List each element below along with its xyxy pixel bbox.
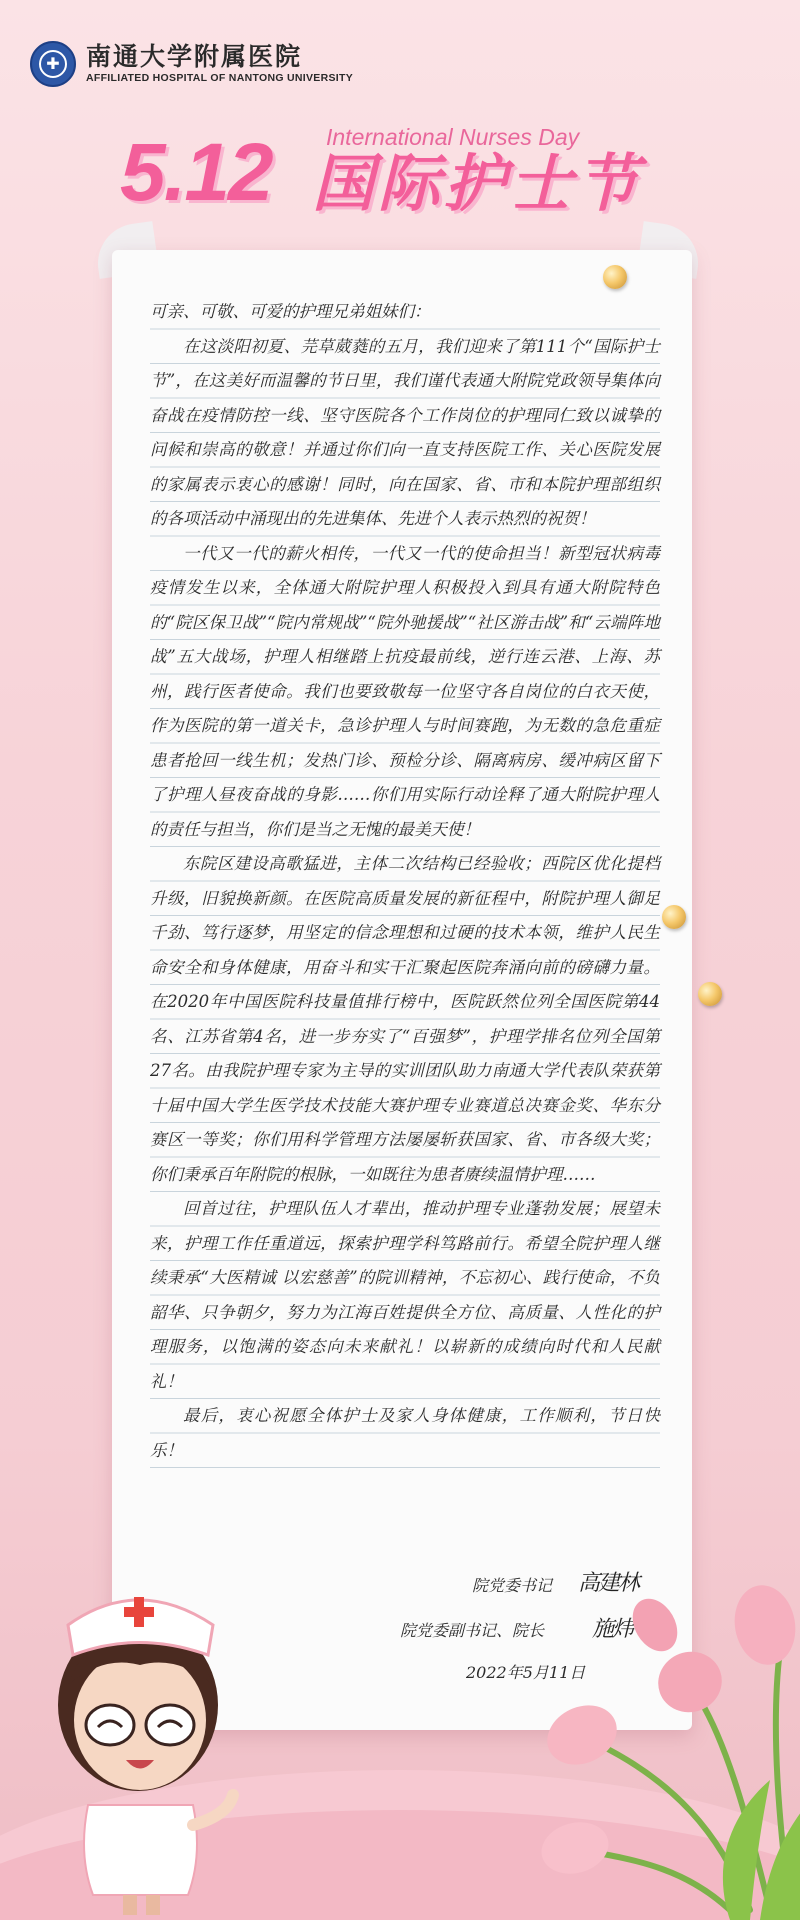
hospital-name-cn: 南通大学附属医院 <box>86 42 303 71</box>
title-date: 5.12 <box>120 127 272 218</box>
deputy-signature: 施炜 <box>592 1617 633 1642</box>
hospital-name-en: AFFILIATED HOSPITAL OF NANTONG UNIVERSITY <box>86 72 354 84</box>
secretary-title: 院党委书记 <box>472 1576 553 1595</box>
pushpin-icon <box>662 905 686 929</box>
letter-paragraph: 回首过往，护理队伍人才辈出，推动护理专业蓬勃发展；展望未来，护理工作任重道远，探索护理学科笃路前行。希望全院护理人继续秉承“大医精诚 以宏慈善”的院训精神，不忘初心、践行使命，不负韶华、只争朝夕，努力为江海百姓提供全方位、高质量、人性化的护理服务，以饱满的姿态向未来献礼！以崭新的成绩向时代和人民献礼！ <box>150 1199 660 1391</box>
hospital-header <box>30 38 353 90</box>
letter-paragraph: 一代又一代的薪火相传，一代又一代的使命担当！新型冠状病毒疫情发生以来，全体通大附院护理人积极投入到具有通大附院特色的“院区保卫战”“院内常规战”“院外驰援战”“社区游击战”和“云端阵地战”五大战场，护理人相继踏上抗疫最前线，逆行连云港、上海、苏州，践行医者使命。我们也要致敬每一位坚守各自岗位的白衣天使，作为医院的第一道关卡，急诊护理人与时间赛跑，为无数的急危重症患者抢回一线生机；发热门诊、预检分诊、隔离病房、缓冲病区留下了护理人昼夜奋战的身影……你们用实际行动诠释了通大附院护理人的责任与担当，你们是当之无愧的最美天使！ <box>150 543 660 839</box>
letter-paragraph: 东院区建设高歌猛进，主体二次结构已经验收；西院区优化提档升级，旧貌换新颜。在医院高质量发展的新征程中，附院护理人御足千劲、笃行逐梦，用坚定的信念理想和过硬的技术本领，维护人民生命安全和身体健康，用奋斗和实干汇聚起医院奔涌向前的磅礴力量。在2020年中国医院科技量值排行榜中，医院跃然位列全国医院第44名、江苏省第4名，进一步夯实了“百强梦”，护理学排名位列全国第27名。由我院护理专家为主导的实训团队助力南通大学代表队荣获第十届中国大学生医学技术技能大赛护理专业赛道总决赛金奖、华东分赛区一等奖；你们用科学管理方法屡屡斩获国家、省、市各级大奖；你们秉承百年附院的根脉，一如既往为患者赓续温情护理…… <box>150 854 660 1184</box>
pushpin-icon <box>698 982 722 1006</box>
deputy-title: 院党委副书记、院长 <box>400 1621 545 1640</box>
pushpin-icon <box>603 265 627 289</box>
title-english: International Nurses Day <box>326 124 580 150</box>
letter-greeting: 可亲、可敬、可爱的护理兄弟姐妹们： <box>150 302 431 321</box>
letter-paragraph: 最后，衷心祝愿全体护士及家人身体健康，工作顺利，节日快乐！ <box>150 1406 660 1460</box>
letter-date: 2022年5月11日 <box>466 1663 586 1682</box>
letter-paragraph: 在这淡阳初夏、芫草葳蕤的五月，我们迎来了第111个“国际护士节”，在这美好而温馨的节日里，我们谨代表通大附院党政领导集体向奋战在疫情防控一线、坚守医院各个工作岗位的护理同仁致以诚挚的问候和崇高的敬意！并通过你们向一直支持医院工作、关心医院发展的家属表示衷心的感谢！同时，向在国家、省、市和本院护理部组织的各项活动中涌现出的先进集体、先进个人表示热烈的祝贺！ <box>150 336 660 528</box>
tulip-bouquet-icon <box>520 1530 800 1920</box>
letter-body <box>150 295 660 1468</box>
nurse-cartoon-icon <box>28 1535 258 1920</box>
secretary-signature: 高建林 <box>578 1571 639 1596</box>
hospital-name <box>86 43 353 85</box>
hospital-logo-icon <box>30 41 76 87</box>
title-chinese: 国际护士节 <box>312 147 643 220</box>
